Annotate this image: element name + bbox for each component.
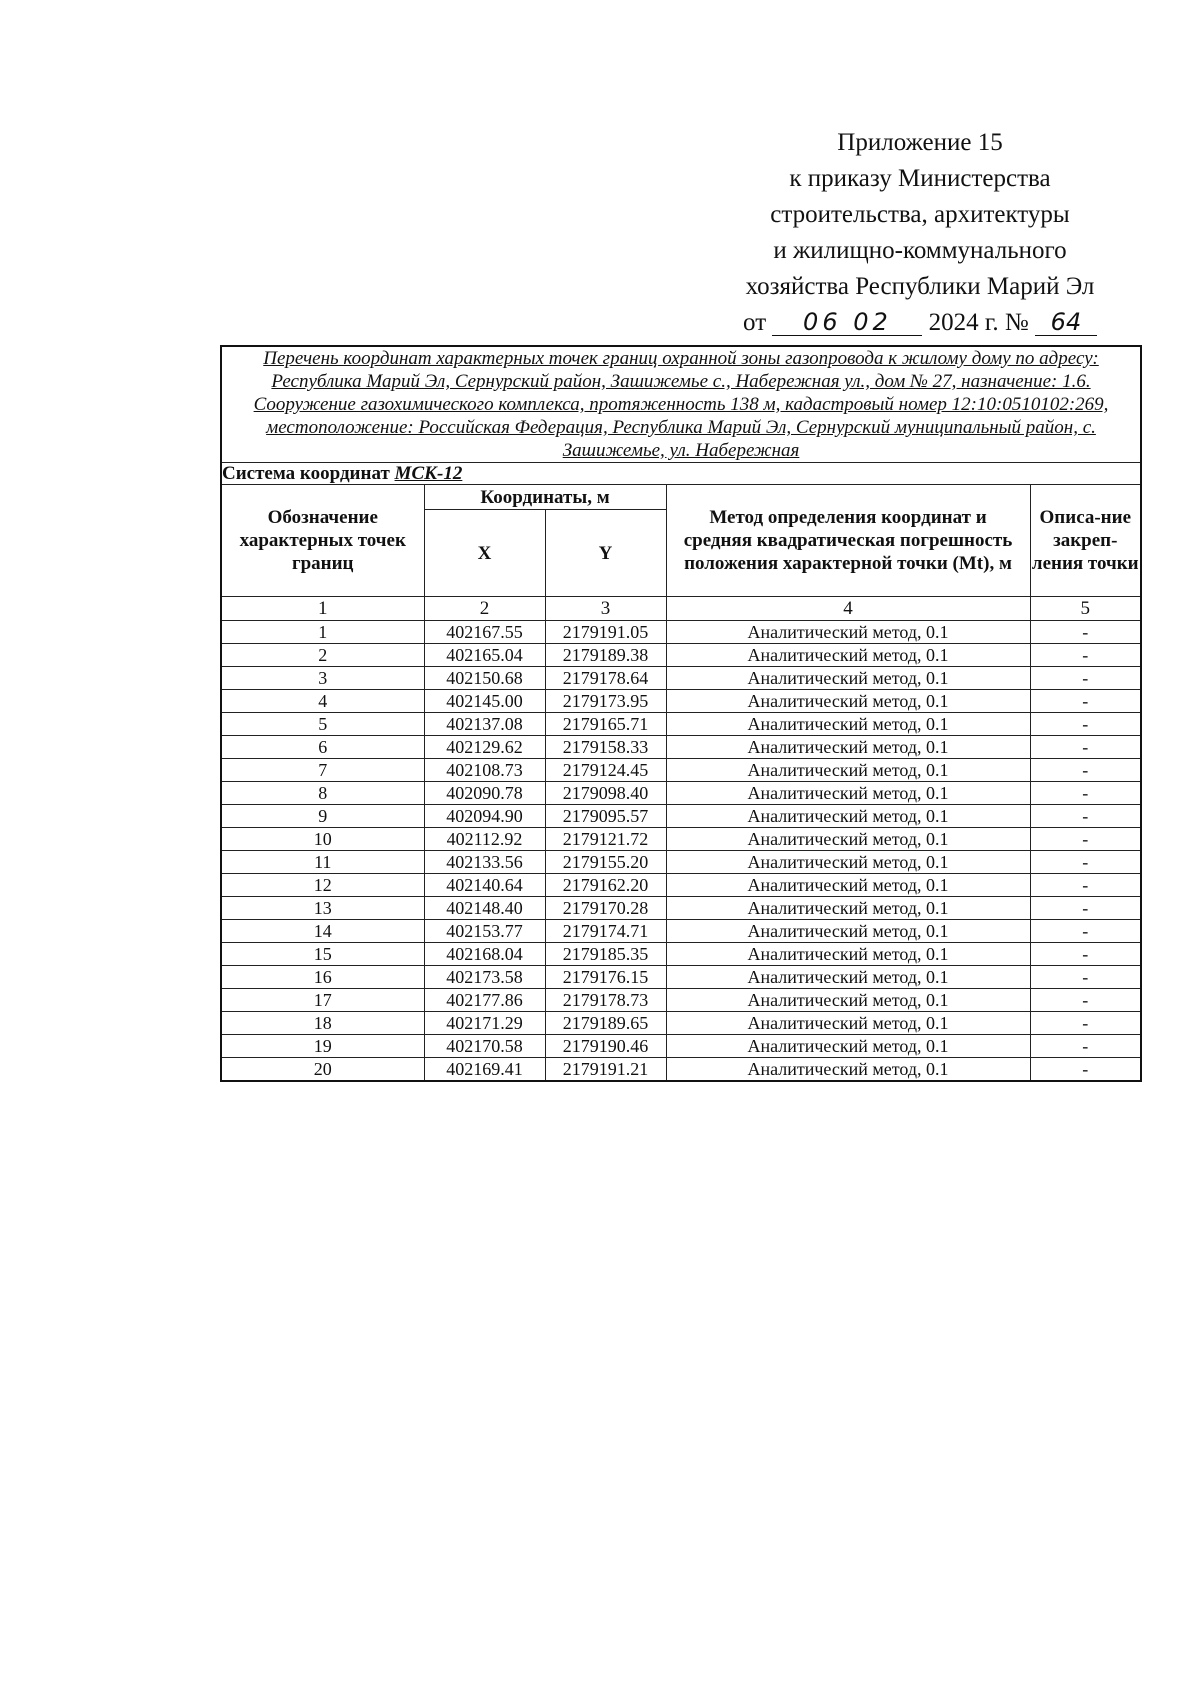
handwritten-order-number: 64	[1035, 309, 1097, 336]
header-method: Метод определения координат и средняя квадратическая погрешность положения характерной точки (Mt), м	[666, 485, 1030, 597]
coordinate-system-name: МСК-12	[394, 463, 463, 484]
description-cell: -	[1030, 920, 1141, 943]
method-cell: Аналитический метод, 0.1	[666, 713, 1030, 736]
x-cell: 402090.78	[424, 782, 545, 805]
coordinate-system-label: Система координат	[222, 463, 390, 484]
header-line: к приказу Министерства	[789, 165, 1051, 192]
point-id-cell: 9	[221, 805, 424, 828]
table-row	[221, 874, 1141, 897]
point-id-cell: 13	[221, 897, 424, 920]
table-row	[221, 1035, 1141, 1058]
description-cell: -	[1030, 874, 1141, 897]
description-cell: -	[1030, 644, 1141, 667]
y-cell: 2179155.20	[545, 851, 666, 874]
header-line: Приложение 15	[837, 129, 1003, 156]
description-cell: -	[1030, 713, 1141, 736]
description-cell: -	[1030, 897, 1141, 920]
y-cell: 2179098.40	[545, 782, 666, 805]
y-cell: 2179121.72	[545, 828, 666, 851]
table-row	[221, 943, 1141, 966]
y-cell: 2179124.45	[545, 759, 666, 782]
x-cell: 402094.90	[424, 805, 545, 828]
x-cell: 402170.58	[424, 1035, 545, 1058]
description-cell: -	[1030, 690, 1141, 713]
point-id-cell: 4	[221, 690, 424, 713]
method-cell: Аналитический метод, 0.1	[666, 644, 1030, 667]
table-row	[221, 621, 1141, 644]
y-cell: 2179185.35	[545, 943, 666, 966]
method-cell: Аналитический метод, 0.1	[666, 736, 1030, 759]
description-cell: -	[1030, 943, 1141, 966]
description-cell: -	[1030, 966, 1141, 989]
x-cell: 402148.40	[424, 897, 545, 920]
y-cell: 2179173.95	[545, 690, 666, 713]
method-cell: Аналитический метод, 0.1	[666, 966, 1030, 989]
x-cell: 402108.73	[424, 759, 545, 782]
table-row	[221, 828, 1141, 851]
method-cell: Аналитический метод, 0.1	[666, 1012, 1030, 1035]
method-cell: Аналитический метод, 0.1	[666, 920, 1030, 943]
table-row	[221, 690, 1141, 713]
point-id-cell: 11	[221, 851, 424, 874]
header-line: хозяйства Республики Марий Эл	[745, 273, 1095, 300]
header-description: Описа-ние закреп-ления точки	[1030, 485, 1141, 597]
y-cell: 2179095.57	[545, 805, 666, 828]
point-id-cell: 1	[221, 621, 424, 644]
header-point: Обозначение характерных точек границ	[221, 485, 424, 597]
point-id-cell: 6	[221, 736, 424, 759]
table-row	[221, 989, 1141, 1012]
description-cell: -	[1030, 1035, 1141, 1058]
y-cell: 2179162.20	[545, 874, 666, 897]
table-row	[221, 897, 1141, 920]
table-row	[221, 644, 1141, 667]
table-row	[221, 759, 1141, 782]
column-number: 2	[424, 597, 545, 621]
date-prefix: от	[743, 309, 767, 336]
x-cell: 402171.29	[424, 1012, 545, 1035]
appendix-header	[700, 125, 1140, 341]
table-row	[221, 966, 1141, 989]
point-id-cell: 15	[221, 943, 424, 966]
y-cell: 2179191.05	[545, 621, 666, 644]
method-cell: Аналитический метод, 0.1	[666, 828, 1030, 851]
table-row	[221, 667, 1141, 690]
order-date-line	[700, 305, 1140, 341]
x-cell: 402150.68	[424, 667, 545, 690]
point-id-cell: 5	[221, 713, 424, 736]
x-cell: 402165.04	[424, 644, 545, 667]
method-cell: Аналитический метод, 0.1	[666, 874, 1030, 897]
description-cell: -	[1030, 1012, 1141, 1035]
x-cell: 402169.41	[424, 1058, 545, 1082]
method-cell: Аналитический метод, 0.1	[666, 943, 1030, 966]
x-cell: 402153.77	[424, 920, 545, 943]
description-cell: -	[1030, 782, 1141, 805]
table-title: Перечень координат характерных точек границ охранной зоны газопровода к жилому дому по адресу: Республика Марий Эл, Сернурский район, Зашижемье с., Набережная ул., дом № 27, назначение: 1.6. Сооружение газохимического комплекса, протяженность 138 м, кадастровый номер 12:10:0510102:269, местоположение: Российская Федерация, Республика Марий Эл, Сернурский муниципальный район, с. Зашижемье, ул. Набережная	[221, 346, 1141, 463]
y-cell: 2179178.64	[545, 667, 666, 690]
column-number: 1	[221, 597, 424, 621]
method-cell: Аналитический метод, 0.1	[666, 690, 1030, 713]
method-cell: Аналитический метод, 0.1	[666, 667, 1030, 690]
x-cell: 402137.08	[424, 713, 545, 736]
method-cell: Аналитический метод, 0.1	[666, 782, 1030, 805]
method-cell: Аналитический метод, 0.1	[666, 897, 1030, 920]
coordinates-table	[220, 345, 1142, 1082]
table-row	[221, 1012, 1141, 1035]
method-cell: Аналитический метод, 0.1	[666, 989, 1030, 1012]
point-id-cell: 12	[221, 874, 424, 897]
table-row	[221, 1058, 1141, 1082]
year-text: 2024 г. №	[928, 309, 1029, 336]
x-cell: 402140.64	[424, 874, 545, 897]
description-cell: -	[1030, 1058, 1141, 1082]
coordinate-system-row	[221, 463, 1141, 485]
point-id-cell: 16	[221, 966, 424, 989]
x-cell: 402112.92	[424, 828, 545, 851]
x-cell: 402177.86	[424, 989, 545, 1012]
method-cell: Аналитический метод, 0.1	[666, 759, 1030, 782]
header-line: и жилищно-коммунального	[773, 237, 1067, 264]
column-number: 5	[1030, 597, 1141, 621]
point-id-cell: 10	[221, 828, 424, 851]
description-cell: -	[1030, 736, 1141, 759]
description-cell: -	[1030, 851, 1141, 874]
header-coordinates: Координаты, м	[424, 485, 666, 510]
x-cell: 402167.55	[424, 621, 545, 644]
table-row	[221, 920, 1141, 943]
y-cell: 2179189.65	[545, 1012, 666, 1035]
table-row	[221, 713, 1141, 736]
point-id-cell: 19	[221, 1035, 424, 1058]
y-cell: 2179191.21	[545, 1058, 666, 1082]
y-cell: 2179176.15	[545, 966, 666, 989]
point-id-cell: 14	[221, 920, 424, 943]
description-cell: -	[1030, 989, 1141, 1012]
x-cell: 402133.56	[424, 851, 545, 874]
table-row	[221, 782, 1141, 805]
point-id-cell: 2	[221, 644, 424, 667]
point-id-cell: 18	[221, 1012, 424, 1035]
method-cell: Аналитический метод, 0.1	[666, 1058, 1030, 1082]
method-cell: Аналитический метод, 0.1	[666, 1035, 1030, 1058]
table-row	[221, 736, 1141, 759]
y-cell: 2179178.73	[545, 989, 666, 1012]
method-cell: Аналитический метод, 0.1	[666, 805, 1030, 828]
description-cell: -	[1030, 621, 1141, 644]
description-cell: -	[1030, 828, 1141, 851]
y-cell: 2179158.33	[545, 736, 666, 759]
description-cell: -	[1030, 805, 1141, 828]
header-x: X	[424, 510, 545, 597]
column-numbers-row	[221, 597, 1141, 621]
method-cell: Аналитический метод, 0.1	[666, 621, 1030, 644]
table-row	[221, 851, 1141, 874]
y-cell: 2179165.71	[545, 713, 666, 736]
y-cell: 2179190.46	[545, 1035, 666, 1058]
column-number: 4	[666, 597, 1030, 621]
point-id-cell: 20	[221, 1058, 424, 1082]
column-number: 3	[545, 597, 666, 621]
point-id-cell: 7	[221, 759, 424, 782]
point-id-cell: 3	[221, 667, 424, 690]
y-cell: 2179174.71	[545, 920, 666, 943]
header-line: строительства, архитектуры	[770, 201, 1070, 228]
y-cell: 2179189.38	[545, 644, 666, 667]
handwritten-date: 06 02	[772, 309, 922, 336]
y-cell: 2179170.28	[545, 897, 666, 920]
x-cell: 402168.04	[424, 943, 545, 966]
point-id-cell: 8	[221, 782, 424, 805]
description-cell: -	[1030, 759, 1141, 782]
description-cell: -	[1030, 667, 1141, 690]
x-cell: 402145.00	[424, 690, 545, 713]
x-cell: 402173.58	[424, 966, 545, 989]
point-id-cell: 17	[221, 989, 424, 1012]
header-y: Y	[545, 510, 666, 597]
x-cell: 402129.62	[424, 736, 545, 759]
method-cell: Аналитический метод, 0.1	[666, 851, 1030, 874]
table-row	[221, 805, 1141, 828]
